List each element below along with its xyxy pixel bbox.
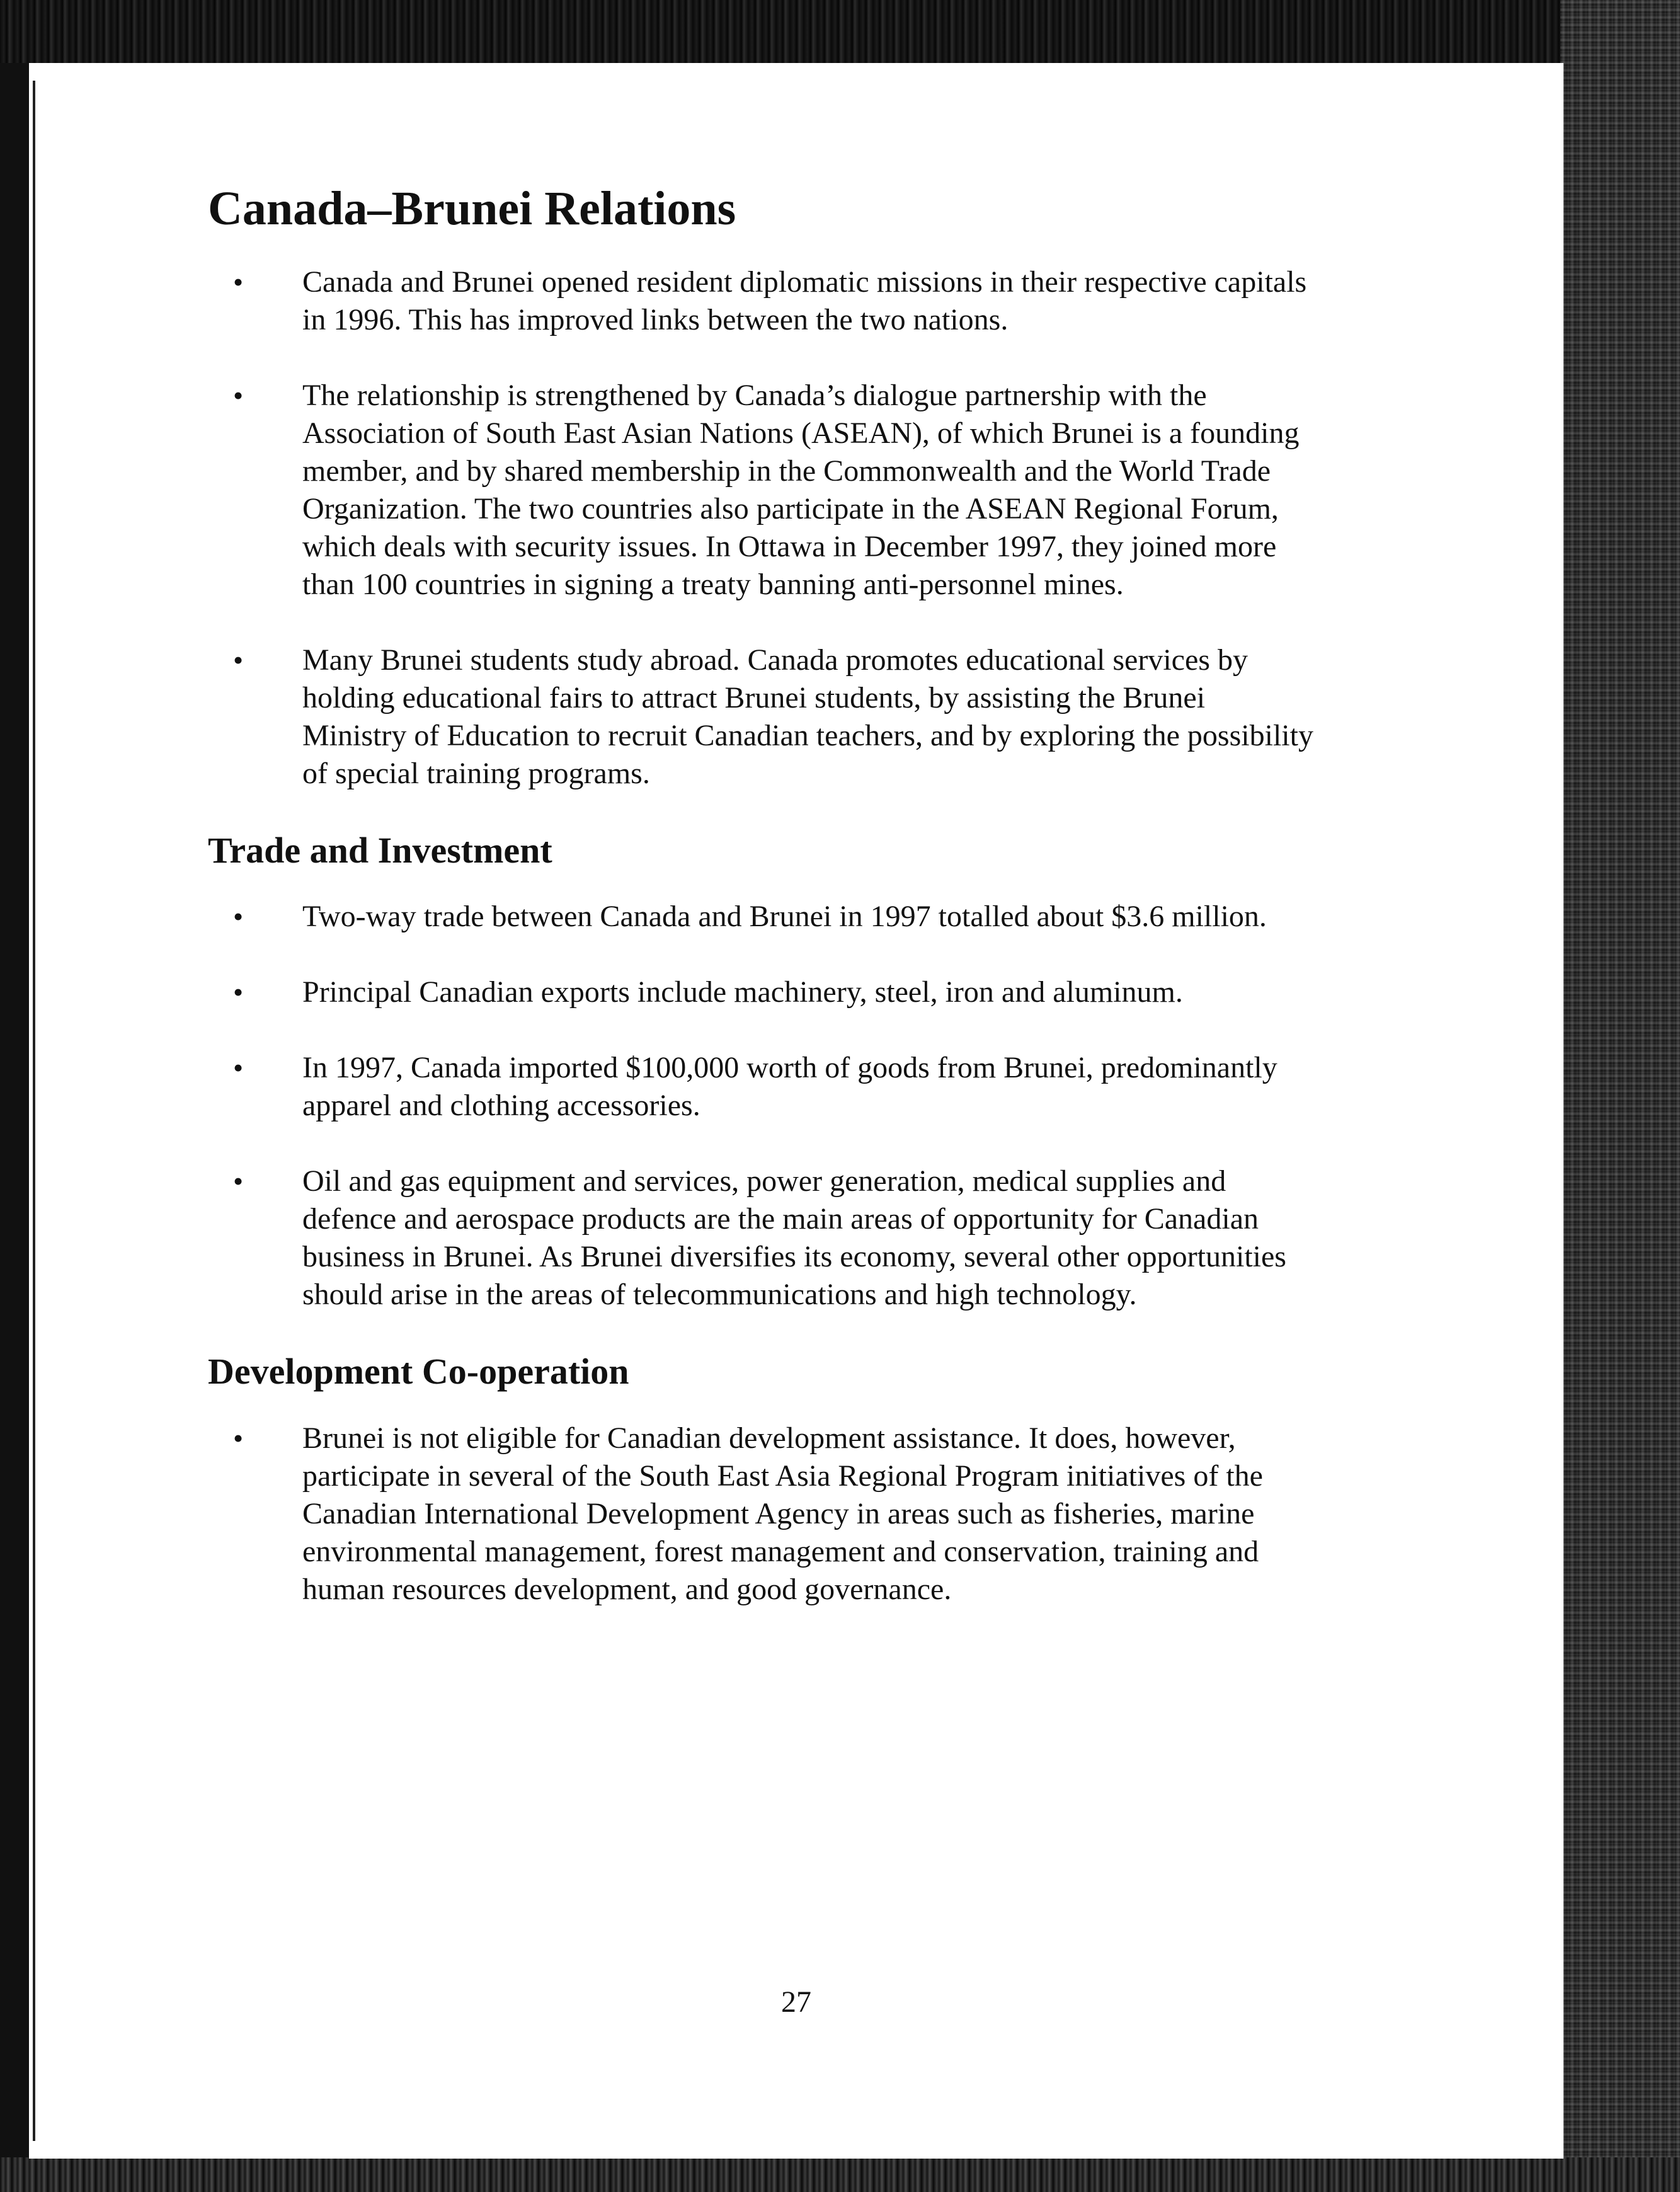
bullet-text: Principal Canadian exports include machinery, steel, iron and aluminum. (302, 975, 1183, 1009)
bullet-text: Two-way trade between Canada and Brunei in 1997 totalled about $3.6 million. (302, 900, 1267, 934)
bullet-icon: • (233, 265, 244, 298)
list-item (208, 898, 1317, 936)
list-item (208, 263, 1317, 339)
section-heading: Trade and Investment (208, 829, 552, 871)
section-development-cooperation (208, 1351, 1317, 1609)
scan-right-edge (1560, 0, 1680, 2192)
section-heading: Development Co-operation (208, 1351, 629, 1392)
bullet-text: Brunei is not eligible for Canadian development assistance. It does, however, participate in several of the South East Asia Regional Program initiatives of the Canadian International Development Agency in areas such as fisheries, marine environmental management, forest management and conservation, training and human resources development, and good governance. (302, 1421, 1263, 1607)
scan-bottom-edge (0, 2157, 1680, 2192)
page-title: Canada–Brunei Relations (208, 182, 736, 235)
bullet-icon: • (233, 1165, 244, 1198)
document-page (29, 63, 1563, 2159)
bullet-icon: • (233, 1422, 244, 1455)
page-number: 27 (781, 1985, 811, 2019)
bullet-text: Canada and Brunei opened resident diplomatic missions in their respective capitals in 1996. This has improved links between the two nations. (302, 265, 1307, 336)
bullet-icon: • (233, 643, 244, 676)
list-item (208, 1420, 1317, 1609)
list-item (208, 973, 1317, 1011)
document-content (208, 183, 1317, 1646)
list-item (208, 641, 1317, 793)
bullet-icon: • (233, 379, 244, 411)
bullet-icon: • (233, 1052, 244, 1084)
bullet-text: Many Brunei students study abroad. Canada promotes educational services by holding educational fairs to attract Brunei students, by assisting the Brunei Ministry of Education to recruit Canadian teachers, and by exploring the possibility of special training programs. (302, 643, 1313, 790)
list-item (208, 377, 1317, 604)
left-margin-line (33, 81, 35, 2141)
section-trade-investment (208, 830, 1317, 1314)
section-relations (208, 263, 1317, 793)
bullet-text: The relationship is strengthened by Canada’s dialogue partnership with the Association of South East Asian Nations (ASEAN), of which Brunei is a founding member, and by shared membership in the Commonwealth and the World Trade Organization. The two countries also participate in the ASEAN Regional Forum, which deals with security issues. In Ottawa in December 1997, they joined more than 100 countries in signing a treaty banning anti-personnel mines. (302, 378, 1300, 601)
bullet-icon: • (233, 900, 244, 933)
list-item (208, 1049, 1317, 1125)
list-item (208, 1162, 1317, 1314)
bullet-icon: • (233, 976, 244, 1009)
scan-top-edge (0, 0, 1680, 63)
bullet-text: Oil and gas equipment and services, power generation, medical supplies and defence and aerospace products are the main areas of opportunity for Canadian business in Brunei. As Brunei diversifies its economy, several other opportunities should arise in the areas of telecommunications and high technology. (302, 1164, 1286, 1312)
bullet-text: In 1997, Canada imported $100,000 worth of goods from Brunei, predominantly apparel and clothing accessories. (302, 1051, 1277, 1123)
